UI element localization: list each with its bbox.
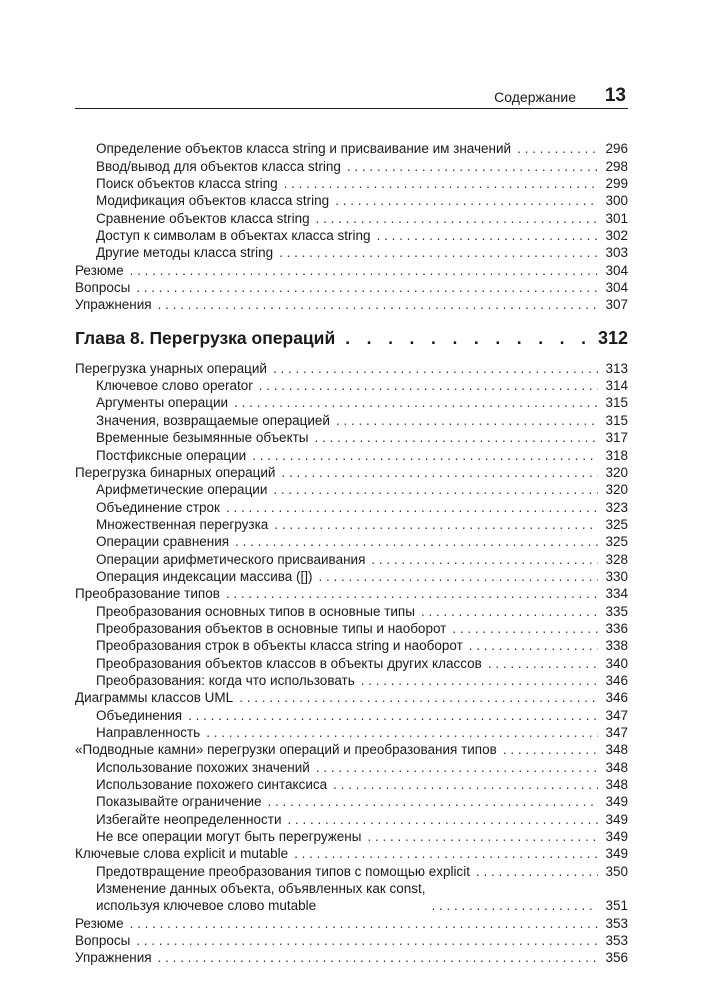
toc-entry-title: Избегайте неопределенности (96, 811, 282, 827)
leader-dots (288, 811, 598, 828)
toc-entry-title-line: Изменение данных объекта, объявленных как const, (96, 880, 426, 896)
toc-entry-title: Вопросы (75, 933, 131, 949)
toc-entry-title: Резюме (75, 915, 124, 931)
toc-entry-page: 328 (605, 551, 628, 567)
toc-entry-title: Преобразование типов (75, 586, 220, 602)
toc-entry-page: 353 (605, 933, 628, 949)
toc-entry[interactable] (75, 914, 628, 931)
leader-dots (476, 863, 598, 880)
toc-entry-title: Объединения (96, 707, 183, 723)
toc-entry-title: Диаграммы классов UML (75, 690, 234, 706)
toc-entry[interactable] (75, 620, 628, 637)
toc-entry-page: 323 (605, 499, 628, 515)
toc-entry-page: 307 (605, 297, 628, 313)
toc-entry-title: Ввод/вывод для объектов класса string (96, 158, 341, 174)
leader-dots (281, 464, 598, 481)
page-number: 13 (604, 85, 626, 106)
toc-entry-page: 300 (605, 193, 628, 209)
toc-entry[interactable] (75, 429, 628, 446)
toc-entry-page: 335 (605, 603, 628, 619)
toc-entry-page: 347 (605, 707, 628, 723)
toc-entry-title: Преобразования объектов в основные типы и наоборот (96, 620, 447, 636)
toc-entry[interactable] (75, 672, 628, 689)
toc-entry[interactable] (75, 862, 628, 879)
running-header (75, 86, 628, 109)
toc-entry-page: 347 (605, 725, 628, 740)
leader-dots (316, 210, 598, 227)
toc-entry-page: 301 (605, 210, 628, 226)
leader-dots (421, 603, 598, 620)
toc-entry-page: 315 (605, 412, 628, 428)
toc-entry-page: 349 (605, 811, 628, 827)
toc-entry[interactable] (75, 793, 628, 810)
toc-entry[interactable] (75, 776, 628, 793)
toc-entry[interactable] (75, 279, 628, 296)
toc-entry-title: Значения, возвращаемые операцией (96, 412, 330, 428)
toc-entry-page: 336 (605, 620, 628, 636)
leader-dots (136, 279, 598, 296)
toc-entry[interactable] (75, 296, 628, 313)
leader-dots (361, 672, 598, 689)
toc-entry[interactable] (75, 261, 628, 278)
toc-entry-page: 302 (605, 228, 628, 244)
toc-entry[interactable] (75, 377, 628, 394)
toc-entry-title: Определение объектов класса string и присваивание им значений (96, 141, 512, 157)
leader-dots (469, 637, 598, 654)
toc-entry[interactable] (75, 175, 628, 192)
toc-entry-title: Множественная перегрузка (96, 516, 269, 532)
toc-entry-page: 330 (605, 568, 628, 584)
toc-entry[interactable] (75, 498, 628, 515)
toc-entry-page: 334 (605, 586, 628, 602)
toc-entry[interactable] (75, 758, 628, 775)
leader-dots (273, 360, 598, 377)
toc-entry[interactable] (75, 845, 628, 862)
toc-entry-page: 296 (605, 141, 628, 157)
toc-entry-page: 299 (605, 176, 628, 192)
toc-entry[interactable] (75, 949, 628, 966)
toc-entry-page: 346 (605, 672, 628, 688)
running-header-section: Содержание (494, 89, 576, 105)
toc-entry[interactable] (75, 568, 628, 585)
leader-dots (136, 932, 598, 949)
toc-entry-page: 351 (605, 898, 628, 914)
leader-dots (239, 689, 598, 706)
toc-entry-title: Вопросы (75, 280, 131, 296)
toc-entry[interactable] (75, 516, 628, 533)
toc-entry-page: 303 (605, 245, 628, 261)
leader-dots (319, 568, 598, 585)
leader-dots (259, 377, 598, 394)
toc-entry-title: Ключевые слова explicit и mutable (75, 846, 289, 862)
toc-entry-title: Упражнения (75, 950, 152, 966)
leader-dots (432, 897, 598, 914)
leader-dots (279, 244, 598, 261)
toc-entry-title: Аргументы операции (96, 395, 229, 411)
leader-dots (226, 499, 598, 516)
leader-dots (268, 793, 598, 810)
toc-entry-page: 350 (605, 863, 628, 879)
leader-dots (226, 585, 598, 602)
leader-dots (130, 262, 598, 279)
toc-entry[interactable] (75, 446, 628, 463)
toc-entry-page: 325 (605, 516, 628, 532)
toc-entry[interactable] (75, 227, 628, 244)
leader-dots (158, 949, 598, 966)
toc-entry-page: 348 (605, 777, 628, 793)
leader-dots (188, 707, 598, 724)
toc-entry-title: Использование похожего синтаксиса (96, 777, 328, 793)
leader-dots (371, 551, 598, 568)
toc-entry[interactable] (75, 359, 628, 376)
toc-entry[interactable] (75, 741, 628, 758)
toc-entry[interactable] (75, 209, 628, 226)
toc-entry-title: Временные безымянные объекты (96, 430, 309, 446)
toc-entry-title: Преобразования строк в объекты класса string и наоборот (96, 638, 463, 654)
toc-entry-title: Сравнение объектов класса string (96, 210, 310, 226)
leader-dots (130, 915, 598, 932)
toc-entry[interactable] (75, 157, 628, 174)
toc-entry[interactable] (75, 244, 628, 261)
toc-entry-title: Преобразования: когда что использовать (96, 672, 355, 688)
leader-dots (252, 447, 598, 464)
toc-entry-page: 314 (605, 378, 628, 394)
toc-entry-title: Ключевое слово operator (96, 378, 253, 394)
chapter-leader-dots (345, 328, 590, 349)
leader-dots (284, 175, 598, 192)
toc-entry[interactable] (75, 654, 628, 671)
toc-entry[interactable] (75, 689, 628, 706)
toc-entry-page: 298 (605, 158, 628, 174)
toc-entry-title: Арифметические операции (96, 482, 268, 498)
leader-dots (316, 759, 598, 776)
toc-entry[interactable] (75, 637, 628, 654)
toc-entry-title: Предотвращение преобразования типов с помощью explicit (96, 863, 471, 879)
toc-entry-page: 349 (605, 829, 628, 845)
leader-dots (206, 724, 598, 741)
leader-dots (335, 192, 598, 209)
leader-dots (273, 481, 598, 498)
toc-entry-page: 338 (605, 638, 628, 654)
toc-section-before-chapter (75, 140, 628, 313)
chapter-title: Глава 8. Перегрузка операций (75, 328, 336, 349)
toc-entry-title-continuation: используя ключевое слово mutable (96, 898, 317, 914)
toc-entry[interactable] (75, 706, 628, 723)
leader-dots (503, 741, 598, 758)
leader-dots (294, 845, 598, 862)
toc-entry-page: 304 (605, 262, 628, 278)
toc-entry-page: 320 (605, 464, 628, 480)
toc-entry-title: Операция индексации массива ([]) (96, 568, 313, 584)
chapter-page: 312 (597, 328, 628, 349)
toc-entry-title: Показывайте ограничение (96, 794, 262, 810)
toc-entry-title: Операции арифметического присваивания (96, 551, 366, 567)
toc-entry-page: 353 (605, 915, 628, 931)
leader-dots (452, 620, 598, 637)
toc-entry-title: Преобразования объектов классов в объекты других классов (96, 655, 482, 671)
leader-dots (333, 776, 598, 793)
toc-entry-page: 317 (605, 430, 628, 446)
toc-entry[interactable] (75, 810, 628, 827)
toc-entry-page: 349 (605, 794, 628, 810)
toc-entry[interactable] (75, 533, 628, 550)
toc-entry-title: Перегрузка бинарных операций (75, 464, 276, 480)
toc-entry-title (96, 880, 426, 915)
toc-entry[interactable] (75, 411, 628, 428)
leader-dots (158, 296, 598, 313)
toc-entry[interactable] (75, 550, 628, 567)
toc-entry-title: Операции сравнения (96, 534, 230, 550)
toc-entry-title: Резюме (75, 262, 124, 278)
toc-entry[interactable] (75, 828, 628, 845)
toc-entry-page: 340 (605, 655, 628, 671)
leader-dots (315, 429, 598, 446)
toc-entry[interactable] (75, 481, 628, 498)
toc-entry[interactable] (75, 724, 628, 741)
toc-entry-title: Модификация объектов класса string (96, 193, 330, 209)
leader-dots (367, 828, 598, 845)
toc-entry[interactable] (75, 880, 628, 915)
toc-entry[interactable] (75, 932, 628, 949)
toc-entry-title: Доступ к символам в объектах класса string (96, 228, 371, 244)
toc-entry[interactable] (75, 192, 628, 209)
toc-entry-page: 348 (605, 742, 628, 758)
leader-dots (488, 655, 598, 672)
toc-entry-title: «Подводные камни» перегрузки операций и преобразования типов (75, 742, 497, 758)
leader-dots (336, 412, 598, 429)
toc-section-after-chapter (75, 359, 628, 966)
toc-entry-page: 356 (605, 950, 628, 966)
leader-dots (377, 227, 598, 244)
toc-entry[interactable] (75, 394, 628, 411)
toc-entry-title: Перегрузка унарных операций (75, 360, 267, 376)
toc-entry[interactable] (75, 585, 628, 602)
toc-entry-page: 346 (605, 690, 628, 706)
toc-entry-page: 320 (605, 482, 628, 498)
toc-entry-title: Направленность (96, 725, 201, 740)
toc-entry-page: 304 (605, 280, 628, 296)
leader-dots (235, 533, 598, 550)
toc-entry[interactable] (75, 602, 628, 619)
toc-entry-page: 313 (605, 360, 628, 376)
toc-entry[interactable] (75, 464, 628, 481)
toc-entry-page: 315 (605, 395, 628, 411)
toc-entry-title: Постфиксные операции (96, 447, 247, 463)
toc-chapter-heading[interactable] (75, 325, 628, 349)
toc-entry-title: Использование похожих значений (96, 759, 310, 775)
toc-entry-page: 349 (605, 846, 628, 862)
toc-entry-page: 348 (605, 759, 628, 775)
table-of-contents (75, 140, 628, 966)
toc-entry-title: Другие методы класса string (96, 245, 274, 261)
toc-entry-page: 325 (605, 534, 628, 550)
leader-dots (234, 394, 598, 411)
leader-dots (274, 516, 598, 533)
toc-entry-title: Упражнения (75, 297, 152, 313)
toc-entry-page: 318 (605, 447, 628, 463)
leader-dots (517, 140, 598, 157)
toc-entry-title: Поиск объектов класса string (96, 176, 278, 192)
toc-entry-title: Преобразования основных типов в основные типы (96, 603, 415, 619)
toc-entry[interactable] (75, 140, 628, 157)
toc-entry-title: Объединение строк (96, 499, 220, 515)
leader-dots (347, 158, 598, 175)
toc-entry-title: Не все операции могут быть перегружены (96, 829, 362, 845)
